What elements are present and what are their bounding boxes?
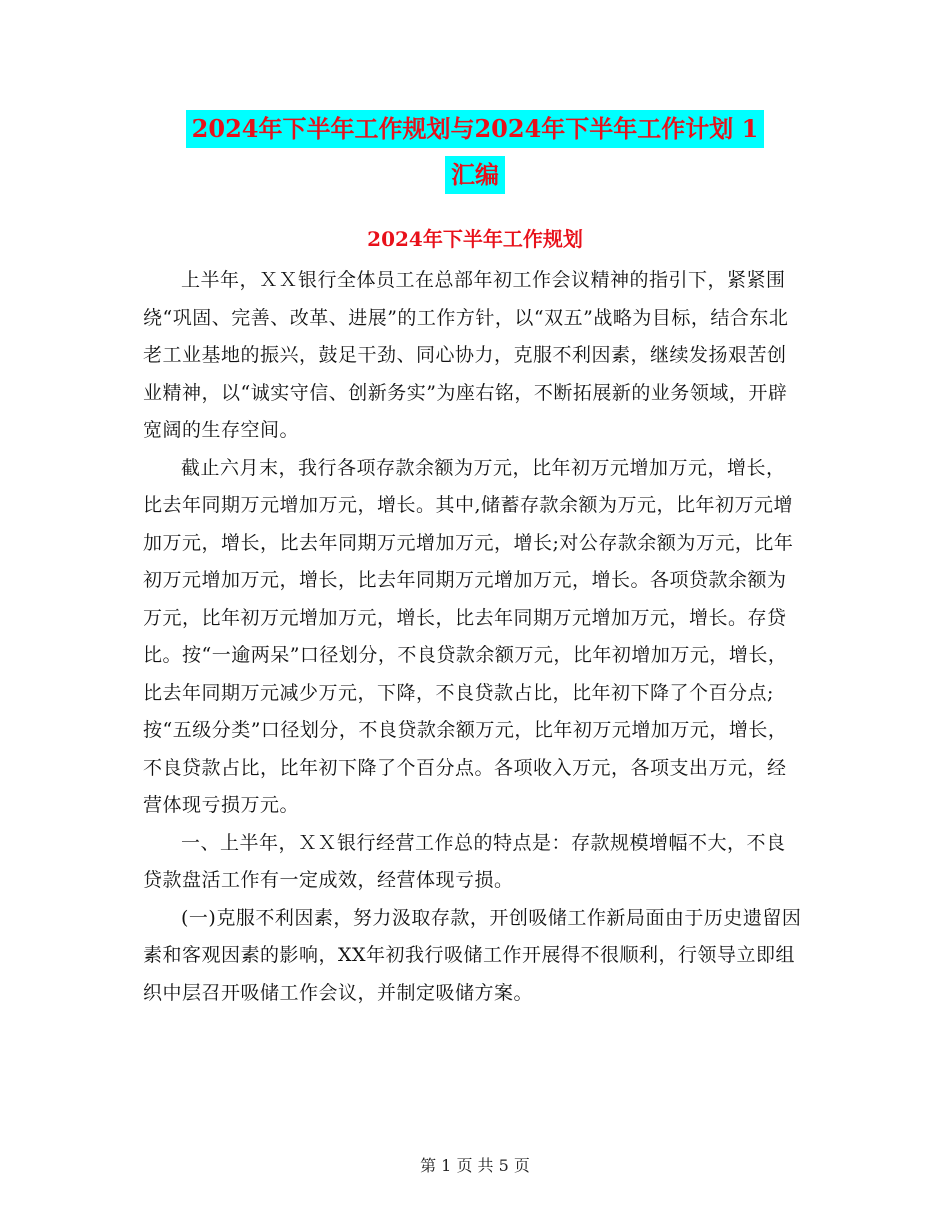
title-line-2: 汇编	[445, 156, 505, 194]
paragraph: 截止六月末，我行各项存款余额为万元，比年初万元增加万元，增长，比去年同期万元增加万元，增长。其中,储蓄存款余额为万元，比年初万元增加万元，增长，比去年同期万元增加万元，增长;对公存款余额为万元，比年初万元增加万元，增长，比去年同期万元增加万元，增长。各项贷款余额为万元，比年初万元增加万元，增长，比去年同期万元增加万元，增长。存贷比。按“一逾两呆”口径划分，不良贷款余额万元，比年初增加万元，增长，比去年同期万元减少万元，下降，不良贷款占比，比年初下降了个百分点;按“五级分类”口径划分，不良贷款余额万元，比年初万元增加万元，增长，不良贷款占比，比年初下降了个百分点。各项收入万元，各项支出万元，经营体现亏损万元。	[143, 456, 794, 816]
title-line-1: 2024年下半年工作规划与2024年下半年工作计划 1	[186, 110, 765, 148]
page-footer: 第 1 页 共 5 页	[420, 1156, 530, 1175]
paragraph: 一、上半年，ＸＸ银行经营工作总的特点是：存款规模增幅不大，不良贷款盘活工作有一定成效，经营体现亏损。	[143, 831, 786, 891]
document-title	[140, 110, 810, 194]
section-heading: 2024年下半年工作规划	[367, 227, 583, 251]
paragraph: 上半年，ＸＸ银行全体员工在总部年初工作会议精神的指引下，紧紧围绕“巩固、完善、改革、进展”的工作方针，以“双五”战略为目标，结合东北老工业基地的振兴，鼓足干劲、同心协力，克服不利因素，继续发扬艰苦创业精神，以“诚实守信、创新务实”为座右铭，不断拓展新的业务领域，开辟宽阔的生存空间。	[143, 269, 789, 441]
paragraph: (一)克服不利因素，努力汲取存款，开创吸储工作新局面由于历史遗留因素和客观因素的影响，XX年初我行吸储工作开展得不很顺利，行领导立即组织中层召开吸储工作会议，并制定吸储方案。	[143, 906, 802, 1004]
document-body	[143, 262, 803, 1012]
